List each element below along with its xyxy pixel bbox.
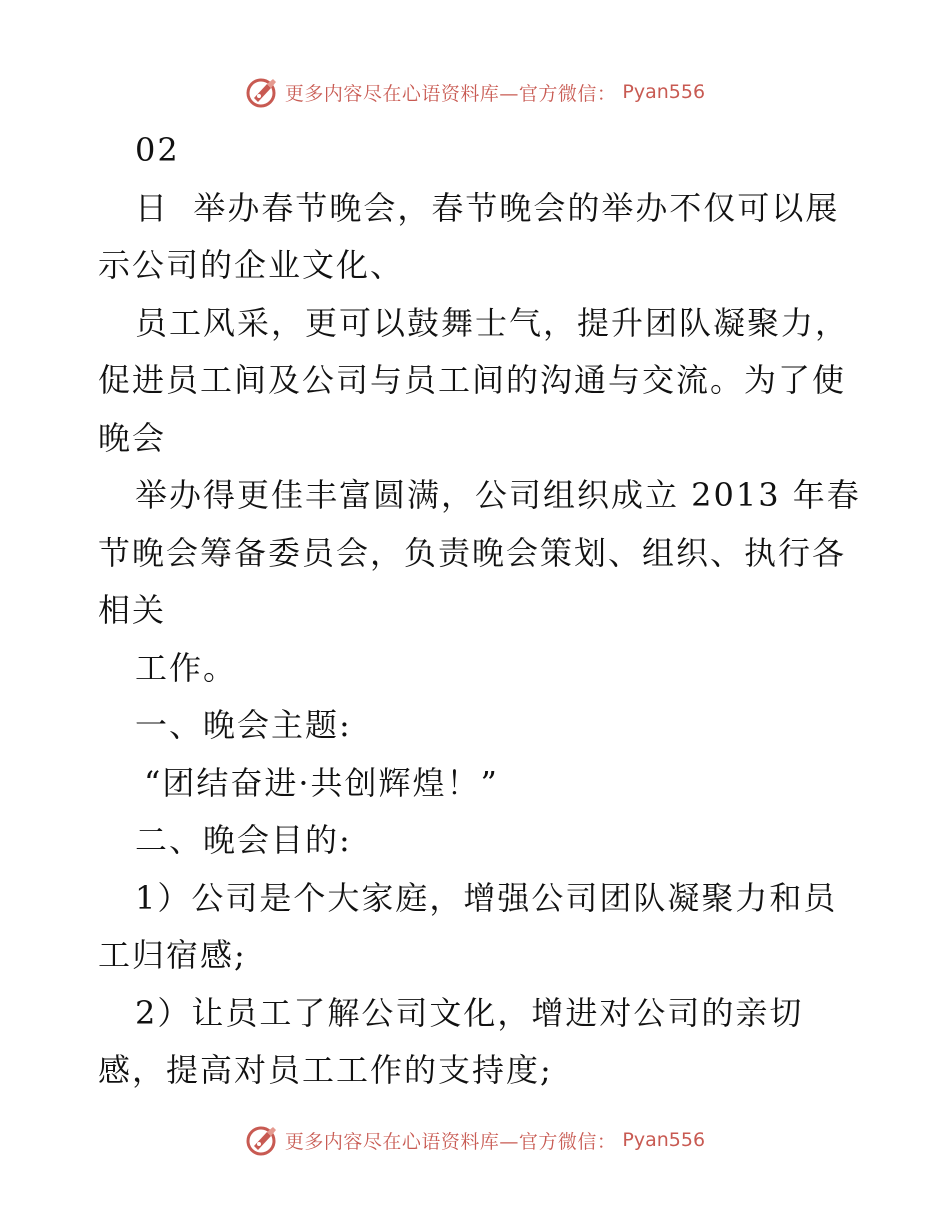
paragraph-line: 促进员工间及公司与员工间的沟通与交流。为了使	[98, 361, 847, 399]
list-item: 2）让员工了解公司文化，增进对公司的亲切	[135, 993, 804, 1032]
document-body	[98, 122, 861, 1100]
section-heading: 一、晚会主题:	[135, 706, 352, 744]
watermark-text: 更多内容尽在心语资料库—官方微信：	[284, 82, 617, 105]
paragraph-line: 02	[135, 131, 180, 169]
paragraph-line: 相关	[98, 591, 167, 629]
list-item-continuation: 工归宿感;	[98, 936, 247, 974]
theme-slogan: “团结奋进·共创辉煌！”	[144, 763, 499, 802]
watermark-text: 更多内容尽在心语资料库—官方微信：	[284, 1130, 617, 1153]
list-item-continuation: 感，提高对员工工作的支持度;	[98, 1051, 553, 1089]
paragraph-line: 员工风采，更可以鼓舞士气，提升团队凝聚力，	[135, 303, 850, 342]
paragraph-line: 晚会	[98, 418, 167, 457]
header-watermark	[0, 72, 950, 112]
paragraph-line: 节晚会筹备委员会，负责晚会策划、组织、执行各	[98, 533, 847, 572]
footer-watermark	[0, 1120, 950, 1160]
pen-nib-logo-icon	[245, 75, 279, 109]
watermark-wechat-id: Pyan556	[622, 81, 706, 103]
paragraph-line: 日 举办春节晚会，春节晚会的举办不仅可以展	[135, 188, 840, 227]
paragraph-line: 工作。	[135, 648, 238, 687]
paragraph-line: 举办得更佳丰富圆满，公司组织成立 2013 年春	[135, 476, 861, 514]
list-item: 1）公司是个大家庭，增强公司团队凝聚力和员	[135, 878, 838, 917]
watermark-wechat-id: Pyan556	[622, 1129, 706, 1151]
pen-nib-logo-icon	[245, 1123, 279, 1157]
paragraph-line: 示公司的企业文化、	[98, 246, 405, 284]
section-heading: 二、晚会目的:	[135, 821, 352, 859]
